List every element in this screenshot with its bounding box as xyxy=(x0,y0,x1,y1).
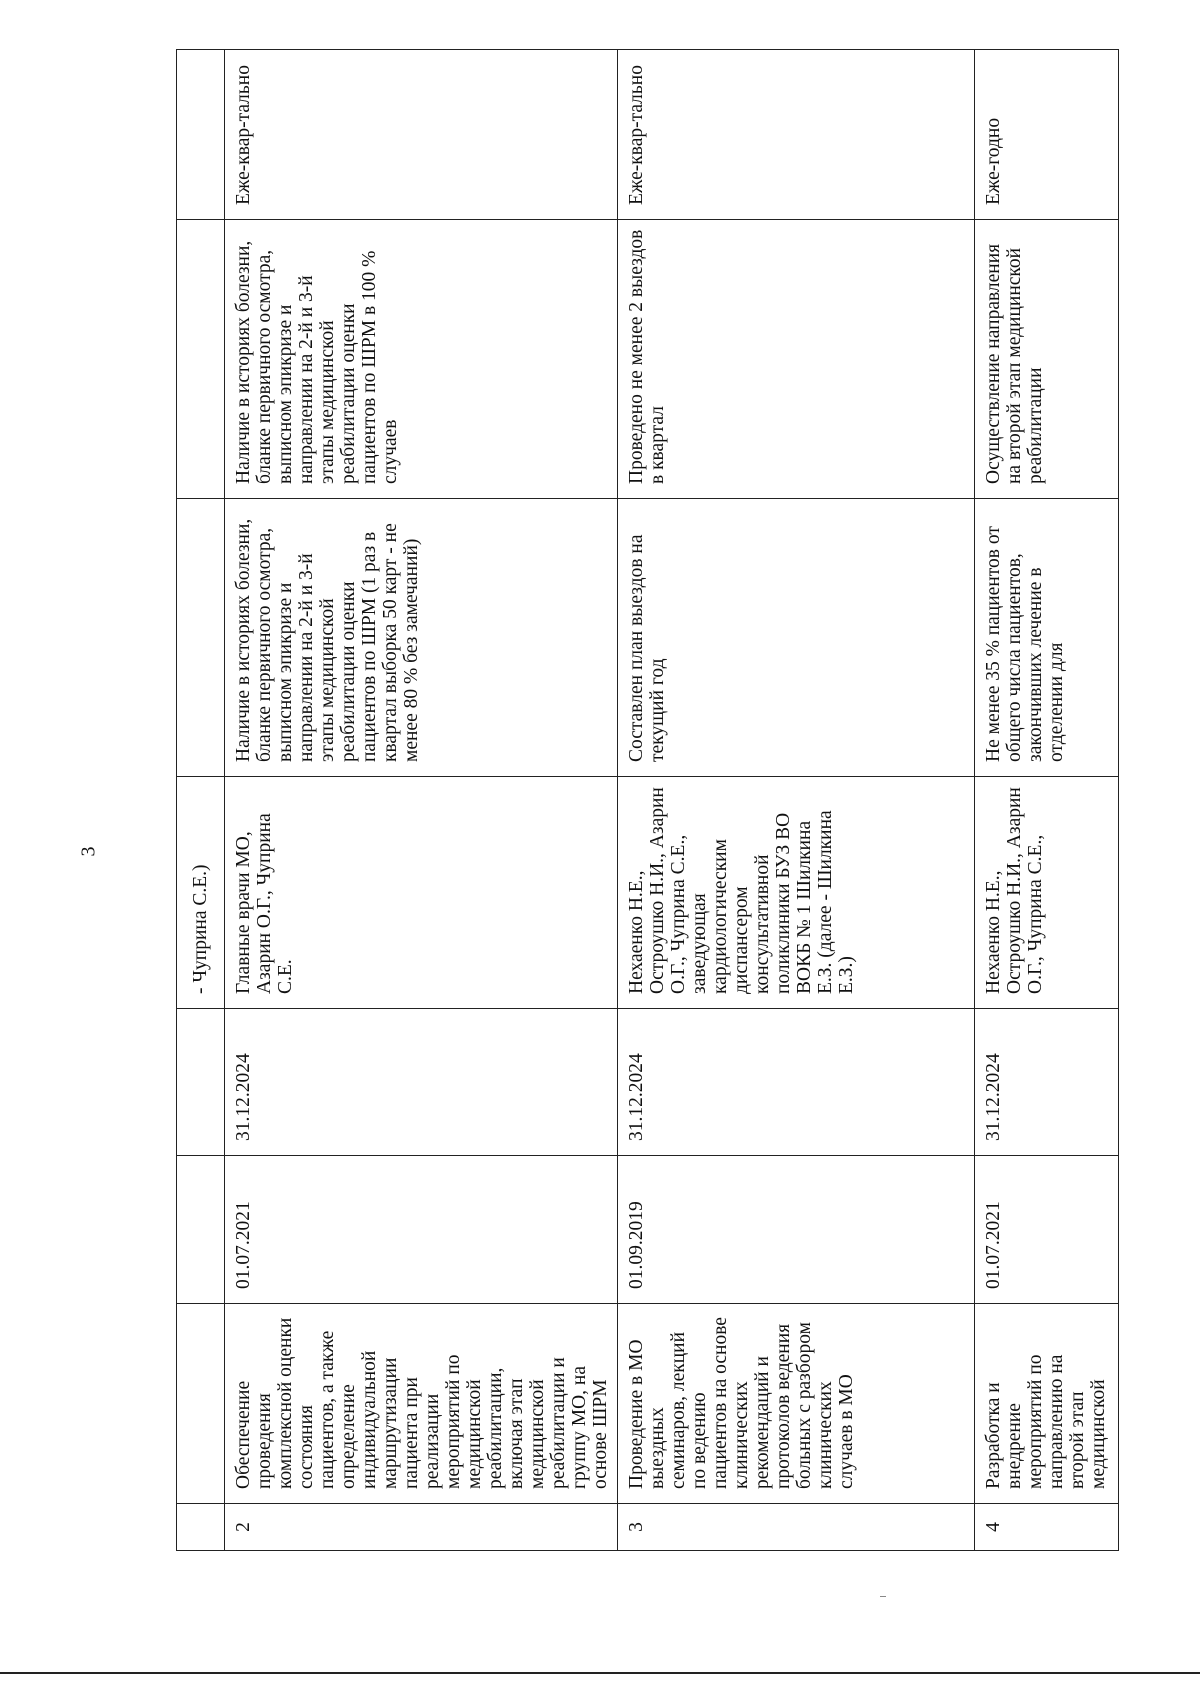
plan-table xyxy=(176,49,1119,1551)
cont-activity-cell xyxy=(177,1304,225,1504)
start-date-cell: 01.09.2019 xyxy=(618,1156,975,1304)
indicator-cell: Наличие в историях болезни, бланке первичного осмотра, выписном эпикризе и направлении на 2-й и 3-й этапы медицинской реабилитации оценки пациентов по ШРМ в 100 % случаев xyxy=(225,220,618,499)
responsible-cell: Нехаенко Н.Е., Остроушко Н.И., Азарин О.Г., Чуприна С.Е., заведующая кардиологическим диспансером консультативной поликлиники БУЗ ВО ВОКБ № 1 Шилкина Е.З. (далее - Шилкина Е.З.) xyxy=(618,777,975,1009)
activity-cell: Разработка и внедрение мероприятий по направлению на второй этап медицинской xyxy=(975,1304,1119,1504)
page-bottom-rule xyxy=(0,1672,1200,1674)
periodicity-cell: Еже-годно xyxy=(975,50,1119,220)
continuation-row xyxy=(177,50,225,1551)
cont-responsible-cell: - Чуприна С.Е.) xyxy=(177,777,225,1009)
cont-periodicity-cell xyxy=(177,50,225,220)
cont-indicator-cell xyxy=(177,220,225,499)
table-row xyxy=(225,50,618,1551)
table-row xyxy=(618,50,975,1551)
end-date-cell: 31.12.2024 xyxy=(618,1009,975,1156)
indicator-cell: Проведено не менее 2 выездов в квартал xyxy=(618,220,975,499)
row-number: 4 xyxy=(975,1504,1119,1551)
responsible-cell: Нехаенко Н.Е., Остроушко Н.И., Азарин О.Г., Чуприна С.Е., xyxy=(975,777,1119,1009)
periodicity-cell: Еже-квар-тально xyxy=(618,50,975,220)
expected-result-cell: Не менее 35 % пациентов от общего числа пациентов, закончивших лечение в отделении для xyxy=(975,499,1119,777)
activity-cell: Обеспечение проведения комплексной оценки состояния пациентов, а также определение индивидуальной маршрутизации пациента при реализации мероприятий по медицинской реабилитации, включая этап медицинской реабилитации и группу МО, на основе ШРМ xyxy=(225,1304,618,1504)
page-number: 3 xyxy=(77,846,100,857)
end-date-cell: 31.12.2024 xyxy=(225,1009,618,1156)
scan-mark xyxy=(880,1596,886,1597)
indicator-cell: Осуществление направления на второй этап медицинской реабилитации xyxy=(975,220,1119,499)
rotated-table-container xyxy=(176,50,1109,1551)
expected-result-cell: Составлен план выездов на текущий год xyxy=(618,499,975,777)
row-number: 3 xyxy=(618,1504,975,1551)
row-number: 2 xyxy=(225,1504,618,1551)
start-date-cell: 01.07.2021 xyxy=(975,1156,1119,1304)
periodicity-cell: Еже-квар-тально xyxy=(225,50,618,220)
end-date-cell: 31.12.2024 xyxy=(975,1009,1119,1156)
expected-result-cell: Наличие в историях болезни, бланке первичного осмотра, выписном эпикризе и направлении на 2-й и 3-й этапы медицинской реабилитации оценки пациентов по ШРМ (1 раз в квартал выборка 50 карт - не менее 80 % без замечаний) xyxy=(225,499,618,777)
start-date-cell: 01.07.2021 xyxy=(225,1156,618,1304)
cont-end-cell xyxy=(177,1009,225,1156)
responsible-cell: Главные врачи МО, Азарин О.Г., Чуприна С.Е. xyxy=(225,777,618,1009)
cont-num-cell xyxy=(177,1504,225,1551)
cont-start-cell xyxy=(177,1156,225,1304)
activity-cell: Проведение в МО выездных семинаров, лекций по ведению пациентов на основе клинических рекомендаций и протоколов ведения больных с разбором клинических случаев в МО xyxy=(618,1304,975,1504)
table-row xyxy=(975,50,1119,1551)
cont-result-cell xyxy=(177,499,225,777)
